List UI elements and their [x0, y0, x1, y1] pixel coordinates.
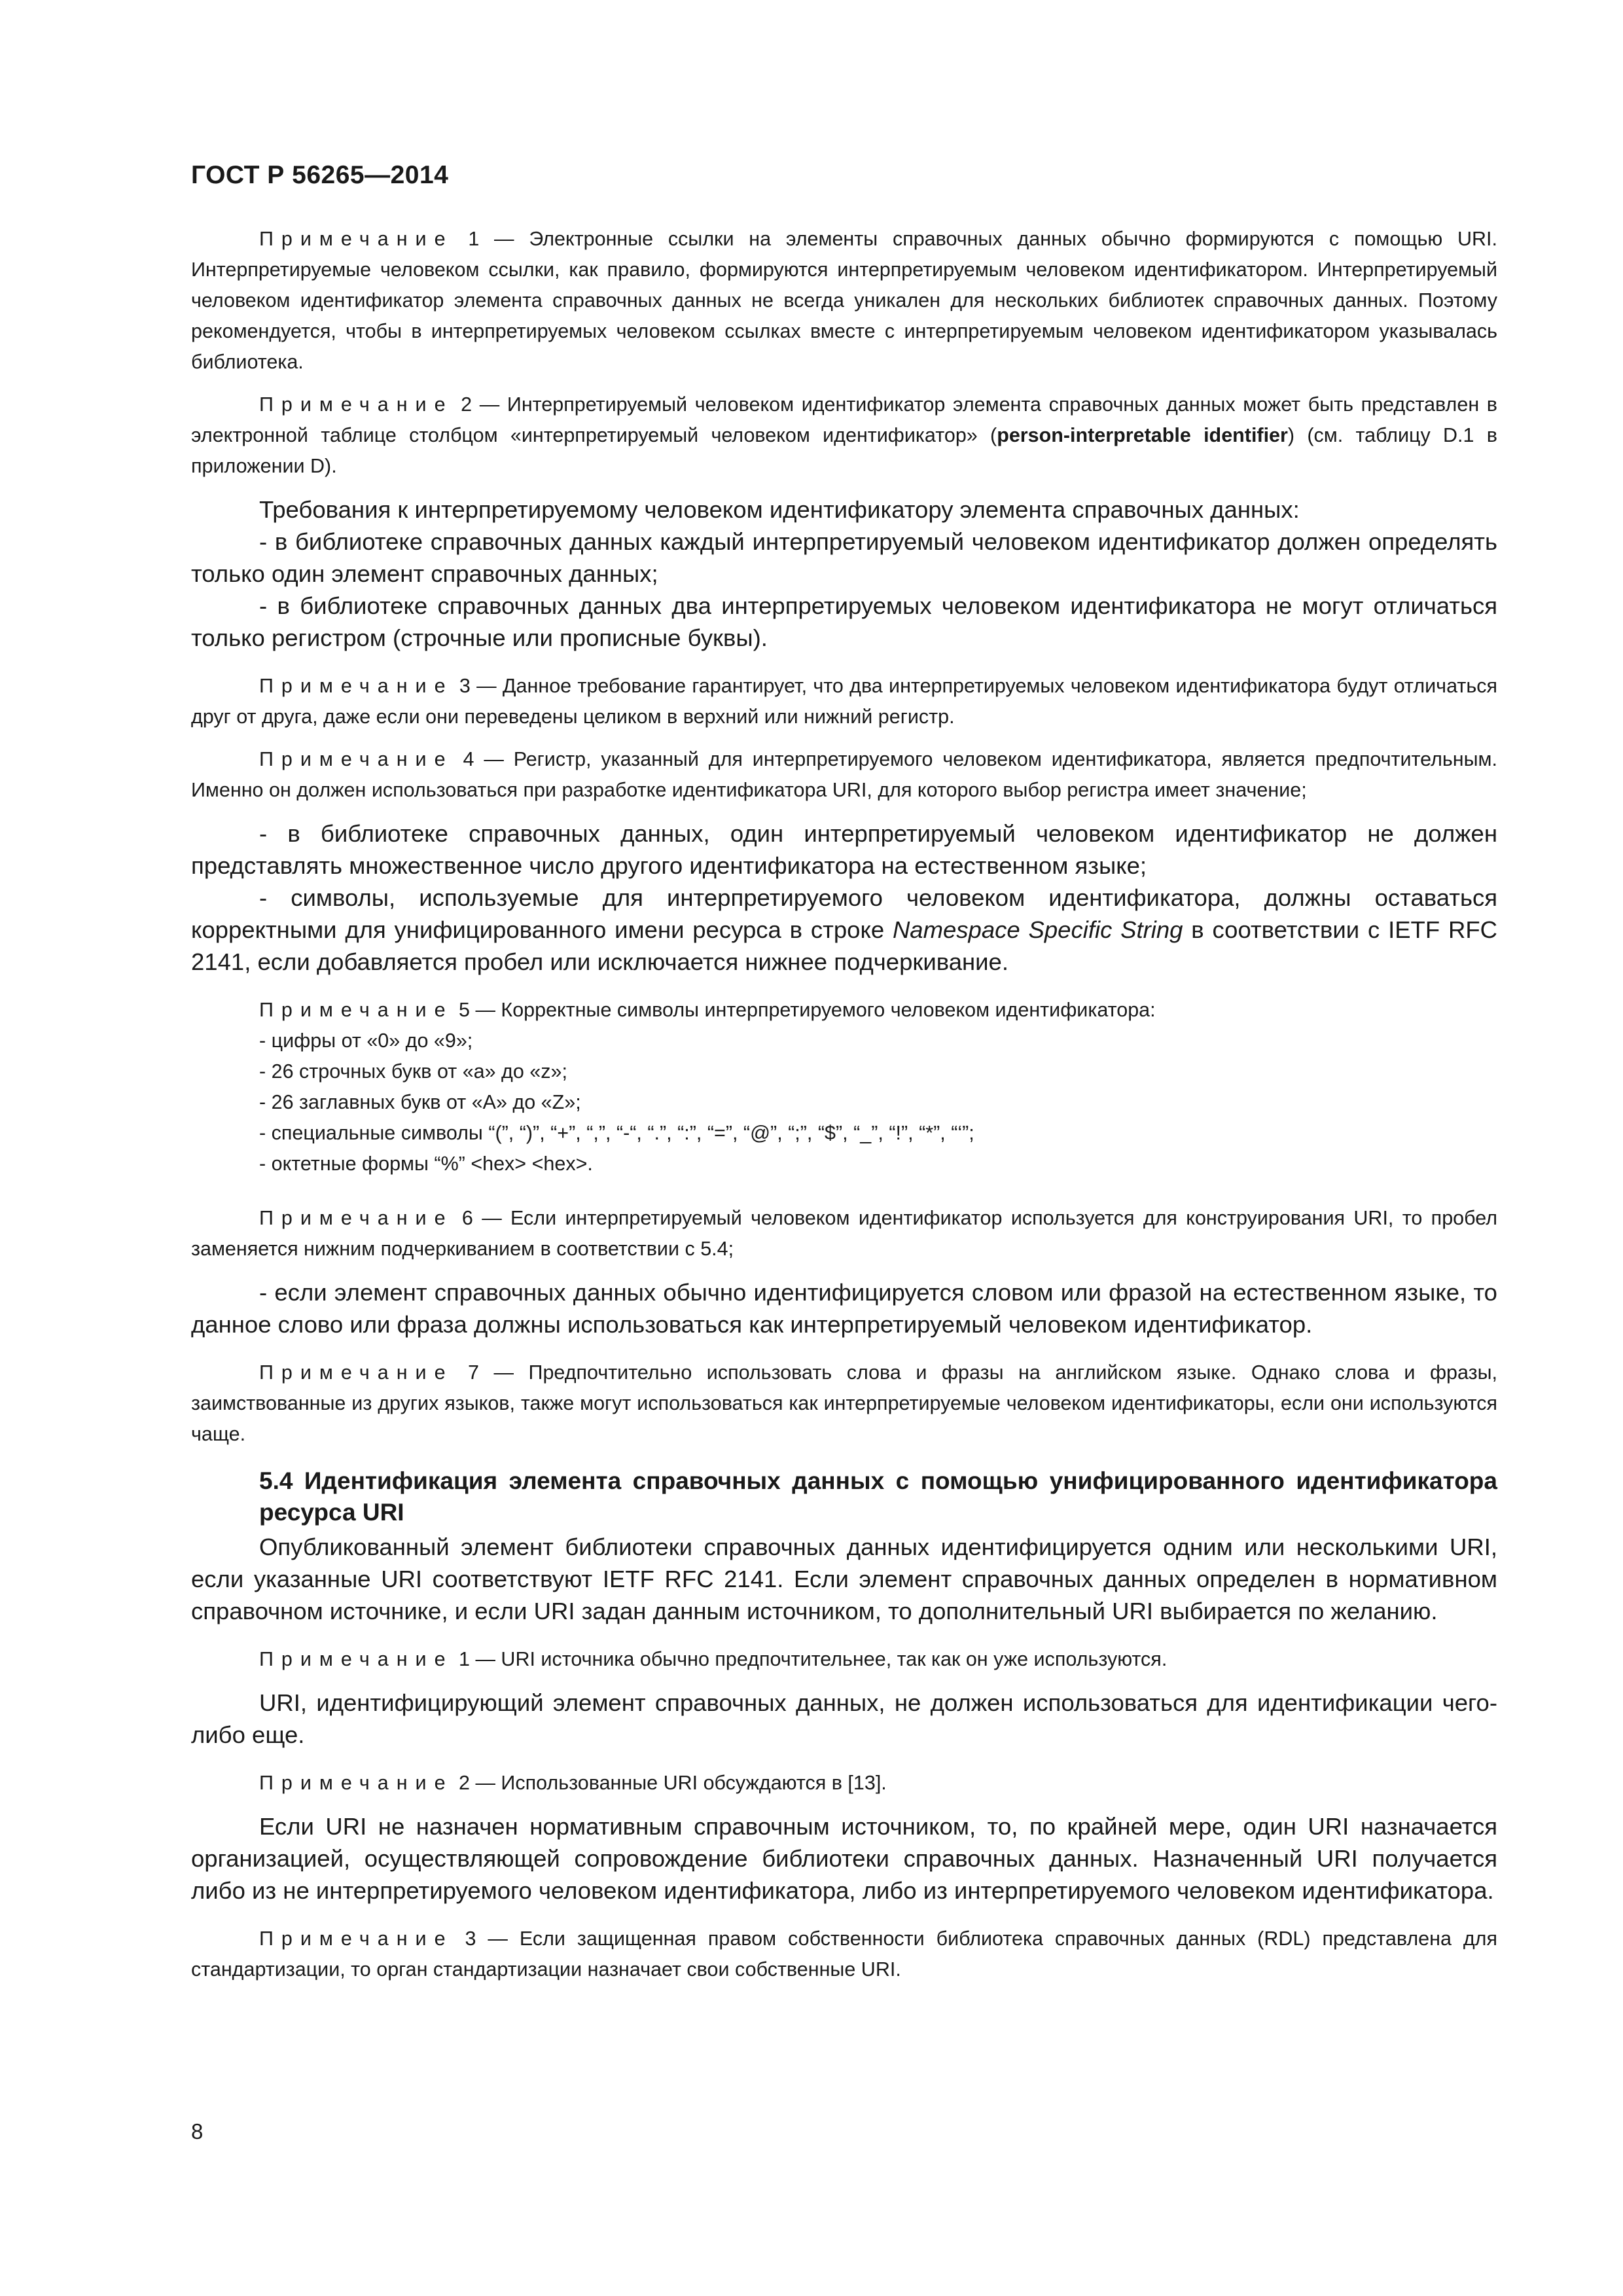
note-text: 2 — Использованные URI обсуждаются в [13].	[453, 1772, 887, 1794]
section-note-3	[191, 1924, 1497, 1985]
list-item: - специальные символы “(”, “)”, “+”, “,”, “-“, “.”, “:”, “=”, “@”, “;”, “$”, “_”, “!”, “*”, “‘”;	[259, 1122, 974, 1144]
valid-characters-list	[259, 1026, 1497, 1179]
requirement-item: - в библиотеке справочных данных два интерпретируемых человеком идентификатора не могут отличаться только регистром (строчные или прописные буквы).	[191, 592, 1497, 651]
note-label: Примечание	[259, 1772, 454, 1794]
note-text: ) (см. таблицу D.1 в приложении D).	[191, 424, 1497, 477]
requirement-item: - в библиотеке справочных данных, один интерпретируемый человеком идентификатор не должен представлять множественное число другого идентификатора на естественном языке;	[191, 820, 1497, 879]
standard-code: ГОСТ Р 56265—2014	[191, 161, 449, 189]
note-2	[191, 389, 1497, 482]
note-text: 1 — URI источника обычно предпочтительнее, так как он уже используются.	[453, 1648, 1168, 1670]
note-label: Примечание	[259, 999, 454, 1021]
note-label: Примечание	[259, 748, 454, 770]
note-text: 3 — Если защищенная правом собственности библиотека справочных данных (RDL) представлена для стандартизации, то орган стандартизации назначает свои собственные URI.	[191, 1928, 1497, 1981]
list-item: - цифры от «0» до «9»;	[259, 1030, 473, 1052]
requirements-intro: Требования к интерпретируемому человеком идентификатору элемента справочных данных:	[259, 496, 1300, 523]
list-item: - октетные формы “%” <hex> <hex>.	[259, 1153, 593, 1175]
section-paragraph: Если URI не назначен нормативным справочным источником, то, по крайней мере, один URI назначается организацией, осуществляющей сопровождение библиотеки справочных данных. Назначенный URI получается либо из не интерпретируемого человеком идентификатора, либо из интерпретируемого человеком идентификатора.	[191, 1813, 1497, 1904]
section-heading: 5.4 Идентификация элемента справочных данных с помощью унифицированного идентификатора ресурса URI	[259, 1467, 1497, 1526]
note-label: Примечание	[259, 1928, 454, 1950]
note-label: Примечание	[259, 228, 454, 250]
note-text: 2 — Интерпретируемый человеком идентификатор элемента справочных данных может быть представлен в электронной таблице столбцом «интерпретируемый человеком идентификатор» (	[191, 393, 1497, 446]
note-5	[191, 995, 1497, 1026]
note-label: Примечание	[259, 675, 454, 697]
note-7	[191, 1357, 1497, 1450]
list-item: - 26 заглавных букв от «A» до «Z»;	[259, 1091, 581, 1113]
list-item: - 26 строчных букв от «a» до «z»;	[259, 1060, 567, 1083]
note-3	[191, 671, 1497, 732]
note-text: 4 — Регистр, указанный для интерпретируемого человеком идентификатора, является предпочтительным. Именно он должен использоваться при разработке идентификатора URI, для которого выбор регистра имеет значение;	[191, 748, 1497, 801]
bold-term: person-interpretable identifier	[997, 424, 1288, 446]
note-6	[191, 1203, 1497, 1265]
note-text: 3 — Данное требование гарантирует, что два интерпретируемых человеком идентификатора будут отличаться друг от друга, даже если они переведены целиком в верхний или нижний регистр.	[191, 675, 1497, 728]
page-content	[191, 224, 1497, 1997]
note-1	[191, 224, 1497, 378]
page-number: 8	[191, 2119, 204, 2144]
note-text: 6 — Если интерпретируемый человеком идентификатор используется для конструирования URI, то пробел заменяется нижним подчеркиванием в соответствии с 5.4;	[191, 1207, 1497, 1260]
requirement-item: - если элемент справочных данных обычно идентифицируется словом или фразой на естественном языке, то данное слово или фраза должны использоваться как интерпретируемый человеком идентификатор.	[191, 1279, 1497, 1338]
note-label: Примечание	[259, 393, 454, 416]
req-text: - символы, используемые для интерпретируемого человеком идентификатора, должны оставаться корректными для унифицированного имени ресурса в строке	[191, 884, 1497, 943]
note-text: 7 — Предпочтительно использовать слова и фразы на английском языке. Однако слова и фразы, заимствованные из других языков, также могут использоваться как интерпретируемые человеком идентификаторы, если они используются чаще.	[191, 1361, 1497, 1445]
requirement-item	[191, 882, 1497, 978]
section-note-1	[191, 1644, 1497, 1675]
note-text: 1 — Электронные ссылки на элементы справочных данных обычно формируются с помощью URI. Интерпретируемые человеком ссылки, как правило, формируются интерпретируемым человеком идентификатором. Интерпретируемый человеком идентификатор элемента справочных данных не всегда уникален для нескольких библиотек справочных данных. Поэтому рекомендуется, чтобы в интерпретируемых человеком ссылках вместе с интерпретируемым человеком идентификатором указывалась библиотека.	[191, 228, 1497, 373]
note-4	[191, 744, 1497, 806]
req-text: в соответствии с IETF RFC 2141, если добавляется пробел или исключается нижнее подчеркивание.	[191, 916, 1497, 975]
section-paragraph: URI, идентифицирующий элемент справочных данных, не должен использоваться для идентификации чего-либо еще.	[191, 1689, 1497, 1748]
note-text: 5 — Корректные символы интерпретируемого человеком идентификатора:	[453, 999, 1156, 1021]
note-label: Примечание	[259, 1361, 454, 1384]
italic-term: Namespace Specific String	[892, 916, 1183, 943]
requirement-item: - в библиотеке справочных данных каждый интерпретируемый человеком идентификатор должен определять только один элемент справочных данных;	[191, 528, 1497, 587]
note-label: Примечание	[259, 1207, 454, 1229]
section-note-2	[191, 1768, 1497, 1799]
section-paragraph: Опубликованный элемент библиотеки справочных данных идентифицируется одним или несколькими URI, если указанные URI соответствуют IETF RFC 2141. Если элемент справочных данных определен в нормативном справочном источнике, и если URI задан данным источником, то дополнительный URI выбирается по желанию.	[191, 1534, 1497, 1624]
note-label: Примечание	[259, 1648, 454, 1670]
